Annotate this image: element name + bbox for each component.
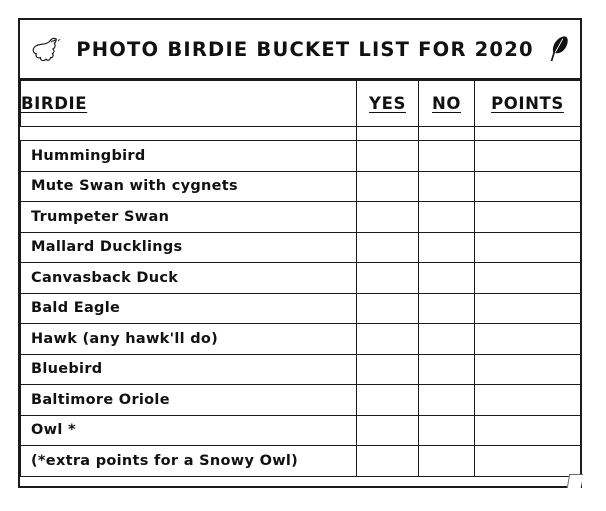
- yes-checkbox-cell[interactable]: [357, 415, 419, 446]
- birdie-name: Owl *: [21, 415, 357, 446]
- table-row: [21, 232, 581, 263]
- table-row: [21, 415, 581, 446]
- no-checkbox-cell[interactable]: [419, 171, 475, 202]
- birdie-name: Hawk (any hawk'll do): [21, 324, 357, 355]
- birdie-name: Mallard Ducklings: [21, 232, 357, 263]
- table-row: [21, 324, 581, 355]
- yes-checkbox-cell[interactable]: [357, 385, 419, 416]
- no-checkbox-cell[interactable]: [419, 354, 475, 385]
- table-header-row: [21, 81, 581, 127]
- points-cell[interactable]: [475, 263, 581, 294]
- yes-checkbox-cell[interactable]: [357, 202, 419, 233]
- column-header-no: [419, 81, 475, 127]
- column-header-points-label: POINTS: [491, 94, 564, 113]
- yes-checkbox-cell[interactable]: [357, 293, 419, 324]
- yes-checkbox-cell[interactable]: [357, 263, 419, 294]
- no-checkbox-cell[interactable]: [419, 263, 475, 294]
- yes-checkbox-cell[interactable]: [357, 354, 419, 385]
- no-checkbox-cell[interactable]: [419, 324, 475, 355]
- points-cell[interactable]: [475, 202, 581, 233]
- yes-checkbox-cell[interactable]: [357, 141, 419, 172]
- yes-checkbox-cell[interactable]: [357, 171, 419, 202]
- no-checkbox-cell[interactable]: [419, 415, 475, 446]
- column-header-points: [475, 81, 581, 127]
- yes-checkbox-cell[interactable]: [357, 324, 419, 355]
- birdie-name: Canvasback Duck: [21, 263, 357, 294]
- points-cell[interactable]: [475, 415, 581, 446]
- birdie-name: Baltimore Oriole: [21, 385, 357, 416]
- points-cell[interactable]: [475, 324, 581, 355]
- column-header-birdie-label: BIRDIE: [21, 94, 88, 113]
- table-row: [21, 446, 581, 477]
- birdie-name: Bluebird: [21, 354, 357, 385]
- points-cell[interactable]: [475, 354, 581, 385]
- no-checkbox-cell[interactable]: [419, 141, 475, 172]
- birdie-name: Bald Eagle: [21, 293, 357, 324]
- no-checkbox-cell[interactable]: [419, 202, 475, 233]
- page-corner-fold: [567, 474, 583, 488]
- page-title: PHOTO BIRDIE BUCKET LIST FOR 2020: [76, 37, 534, 61]
- points-cell[interactable]: [475, 446, 581, 477]
- column-header-yes: [357, 81, 419, 127]
- birdie-name-footnote: (*extra points for a Snowy Owl): [21, 446, 357, 477]
- table-row: [21, 293, 581, 324]
- birdie-name: Hummingbird: [21, 141, 357, 172]
- table-row: [21, 263, 581, 294]
- column-header-yes-label: YES: [369, 94, 406, 113]
- no-checkbox-cell[interactable]: [419, 446, 475, 477]
- table-row: [21, 385, 581, 416]
- column-header-no-label: NO: [431, 94, 462, 113]
- points-cell[interactable]: [475, 293, 581, 324]
- table-row: [21, 141, 581, 172]
- bird-icon: [30, 34, 62, 64]
- table-row: [21, 354, 581, 385]
- table-spacer-row: [21, 127, 581, 141]
- sheet-title-row: [20, 20, 580, 80]
- yes-checkbox-cell[interactable]: [357, 446, 419, 477]
- no-checkbox-cell[interactable]: [419, 232, 475, 263]
- birdie-name: Mute Swan with cygnets: [21, 171, 357, 202]
- points-cell[interactable]: [475, 232, 581, 263]
- spacer-cell-no: [419, 127, 475, 141]
- birdie-table: [20, 80, 581, 477]
- table-row: [21, 202, 581, 233]
- birdie-name: Trumpeter Swan: [21, 202, 357, 233]
- yes-checkbox-cell[interactable]: [357, 232, 419, 263]
- bucket-list-sheet: [18, 18, 582, 488]
- points-cell[interactable]: [475, 171, 581, 202]
- column-header-birdie: [21, 81, 357, 127]
- no-checkbox-cell[interactable]: [419, 385, 475, 416]
- points-cell[interactable]: [475, 385, 581, 416]
- feather-icon: [548, 34, 570, 64]
- spacer-cell-yes: [357, 127, 419, 141]
- points-cell[interactable]: [475, 141, 581, 172]
- spacer-cell-points: [475, 127, 581, 141]
- spacer-cell-birdie: [21, 127, 357, 141]
- no-checkbox-cell[interactable]: [419, 293, 475, 324]
- table-row: [21, 171, 581, 202]
